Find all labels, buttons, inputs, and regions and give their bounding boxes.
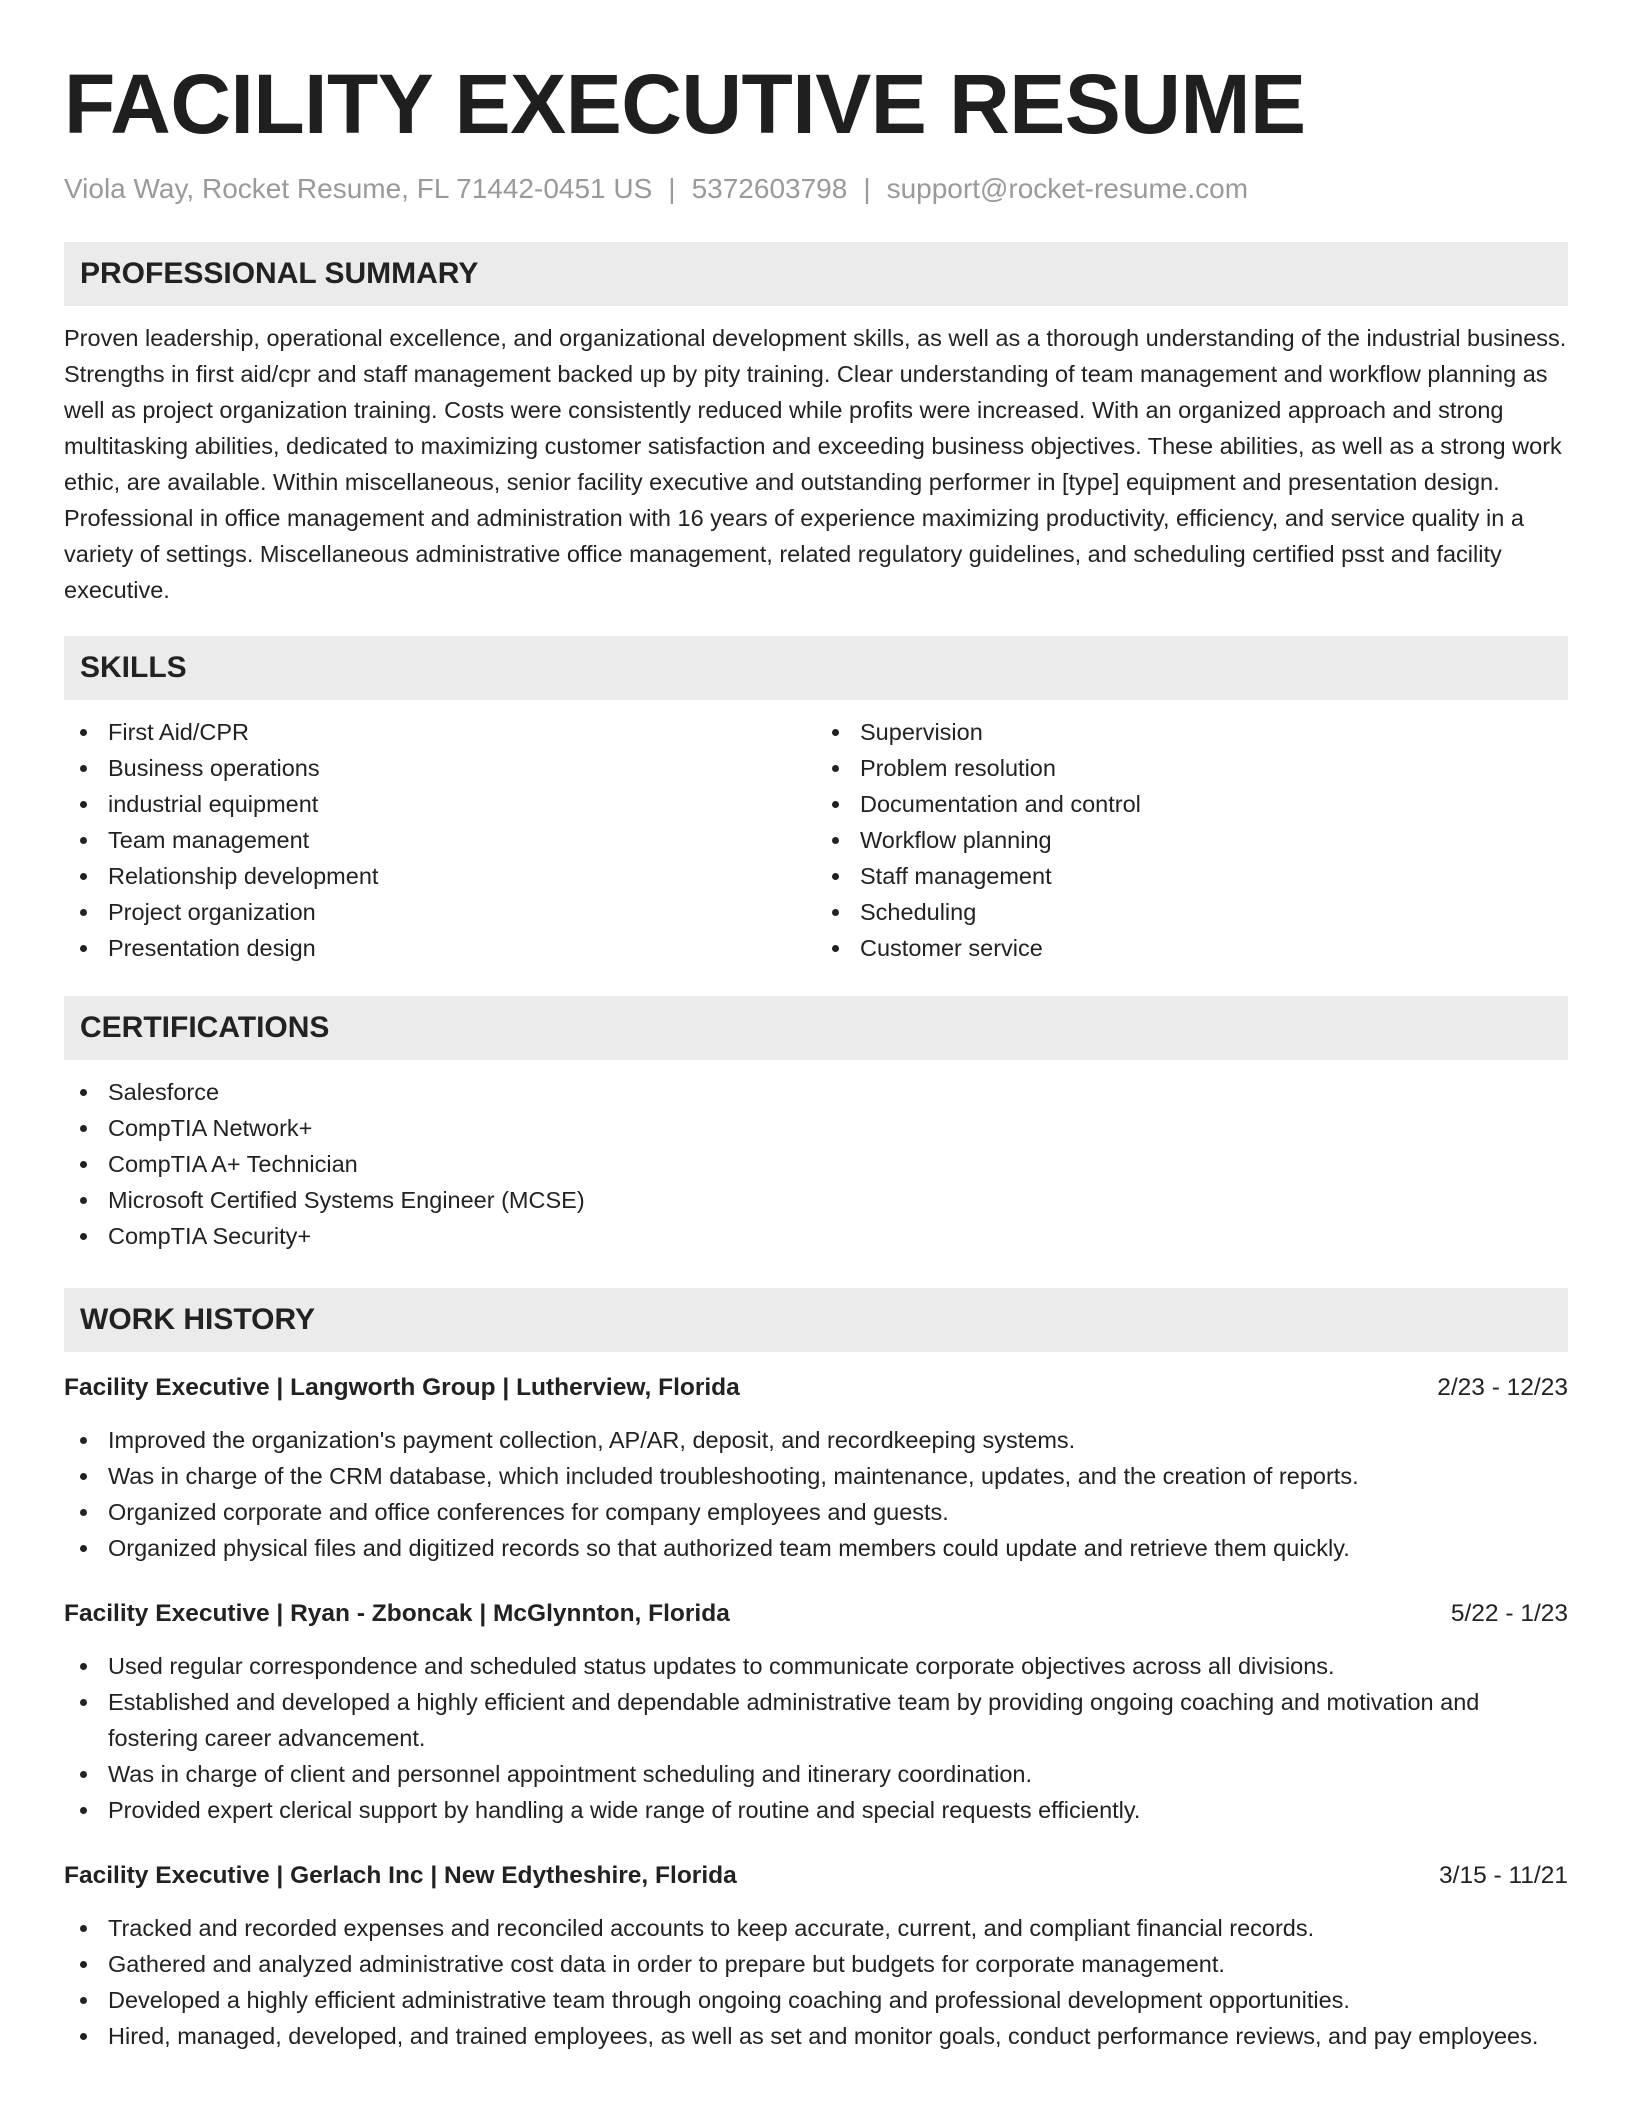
- contact-email: support@rocket-resume.com: [886, 173, 1249, 204]
- certification-item: CompTIA A+ Technician: [64, 1146, 1568, 1182]
- job-title: Facility Executive | Langworth Group | Lutherview, Florida: [64, 1374, 740, 1401]
- job-bullet: Tracked and recorded expenses and reconciled accounts to keep accurate, current, and compliant financial records.: [64, 1910, 1568, 1946]
- contact-phone: 5372603798: [691, 173, 848, 204]
- contact-separator: |: [668, 173, 676, 204]
- job-bullet: Improved the organization's payment collection, AP/AR, deposit, and recordkeeping systems.: [64, 1422, 1568, 1458]
- job-bullet: Was in charge of the CRM database, which included troubleshooting, maintenance, updates, and the creation of reports.: [64, 1458, 1568, 1494]
- certifications-heading: CERTIFICATIONS: [64, 996, 1568, 1060]
- resume-title: FACILITY EXECUTIVE RESUME: [64, 57, 1306, 151]
- job-entry: [64, 1370, 1568, 1566]
- skills-list: [64, 714, 1568, 966]
- work-history-heading: WORK HISTORY: [64, 1288, 1568, 1352]
- skill-item: Scheduling: [816, 894, 1568, 930]
- job-bullet: Was in charge of client and personnel appointment scheduling and itinerary coordination.: [64, 1756, 1568, 1792]
- skill-item: Presentation design: [64, 930, 816, 966]
- summary-text: Proven leadership, operational excellence, and organizational development skills, as well as a thorough understanding of the industrial business. Strengths in first aid/cpr and staff management backed up by pity training. Clear understanding of team management and workflow planning as well as project organization training. Costs were consistently reduced while profits were increased. With an organized approach and strong multitasking abilities, dedicated to maximizing customer satisfaction and exceeding business objectives. These abilities, as well as a strong work ethic, are available. Within miscellaneous, senior facility executive and outstanding performer in [type] equipment and presentation design. Professional in office management and administration with 16 years of experience maximizing productivity, efficiency, and service quality in a variety of settings. Miscellaneous administrative office management, related regulatory guidelines, and scheduling certified psst and facility executive.: [64, 325, 1567, 603]
- skill-item: Workflow planning: [816, 822, 1568, 858]
- skill-item: Supervision: [816, 714, 1568, 750]
- job-bullet: Organized physical files and digitized records so that authorized team members could update and retrieve them quickly.: [64, 1530, 1568, 1566]
- certification-item: Salesforce: [64, 1074, 1568, 1110]
- skill-item: Team management: [64, 822, 816, 858]
- job-title: Facility Executive | Gerlach Inc | New Edytheshire, Florida: [64, 1862, 737, 1889]
- job-title: Facility Executive | Ryan - Zboncak | McGlynnton, Florida: [64, 1600, 730, 1627]
- job-header: [64, 1596, 1568, 1632]
- job-bullet: Established and developed a highly efficient and dependable administrative team by providing ongoing coaching and motivation and fostering career advancement.: [64, 1684, 1568, 1756]
- skill-item: Documentation and control: [816, 786, 1568, 822]
- certification-item: CompTIA Network+: [64, 1110, 1568, 1146]
- skill-item: Business operations: [64, 750, 816, 786]
- job-bullet: Used regular correspondence and scheduled status updates to communicate corporate objectives across all divisions.: [64, 1648, 1568, 1684]
- skill-item: Problem resolution: [816, 750, 1568, 786]
- job-bullet: Hired, managed, developed, and trained employees, as well as set and monitor goals, conduct performance reviews, and pay employees.: [64, 2018, 1568, 2054]
- job-bullet: Organized corporate and office conferences for company employees and guests.: [64, 1494, 1568, 1530]
- job-entry: [64, 1596, 1568, 1828]
- job-dates: 3/15 - 11/21: [1439, 1862, 1568, 1889]
- contact-address: Viola Way, Rocket Resume, FL 71442-0451 US: [64, 173, 653, 204]
- skill-item: industrial equipment: [64, 786, 816, 822]
- job-dates: 5/22 - 1/23: [1450, 1600, 1568, 1627]
- job-dates: 2/23 - 12/23: [1437, 1374, 1568, 1401]
- certification-item: Microsoft Certified Systems Engineer (MCSE): [64, 1182, 1568, 1218]
- job-bullets: [64, 1422, 1568, 1566]
- skill-item: Project organization: [64, 894, 816, 930]
- job-bullet: Developed a highly efficient administrative team through ongoing coaching and professional development opportunities.: [64, 1982, 1568, 2018]
- skill-item: Relationship development: [64, 858, 816, 894]
- skills-column-left: [64, 714, 816, 966]
- contact-separator: |: [863, 173, 871, 204]
- certifications-list: [64, 1074, 1568, 1254]
- summary-heading: PROFESSIONAL SUMMARY: [64, 242, 1568, 306]
- certification-item: CompTIA Security+: [64, 1218, 1568, 1254]
- job-bullets: [64, 1648, 1568, 1828]
- skill-item: Customer service: [816, 930, 1568, 966]
- skills-column-right: [816, 714, 1568, 966]
- job-bullet: Gathered and analyzed administrative cost data in order to prepare but budgets for corporate management.: [64, 1946, 1568, 1982]
- job-entry: [64, 1858, 1568, 2054]
- job-bullet: Provided expert clerical support by handling a wide range of routine and special requests efficiently.: [64, 1792, 1568, 1828]
- skill-item: Staff management: [816, 858, 1568, 894]
- contact-line: [64, 172, 1568, 206]
- skills-heading: SKILLS: [64, 636, 1568, 700]
- skill-item: First Aid/CPR: [64, 714, 816, 750]
- job-bullets: [64, 1910, 1568, 2054]
- job-header: [64, 1370, 1568, 1406]
- job-header: [64, 1858, 1568, 1894]
